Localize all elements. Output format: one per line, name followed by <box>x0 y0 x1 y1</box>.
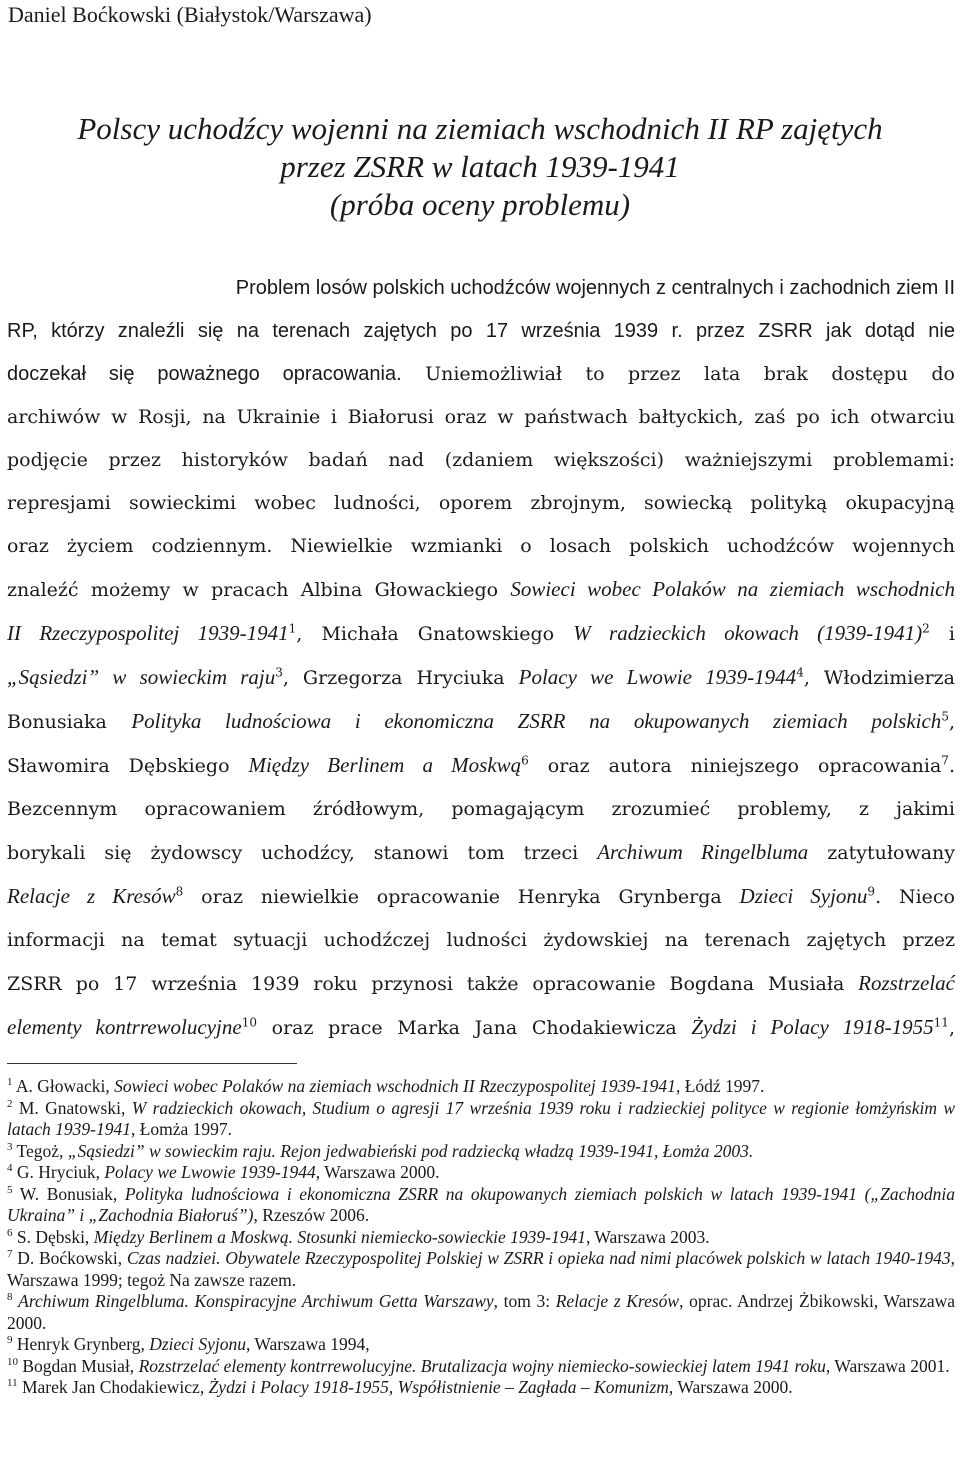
footnote-title: Polityka ludnościowa i ekonomiczna ZSRR na okupowanych ziemiach polskich w latach 1939-1941 („Zachodnia Ukraina” i „Zachodnia Białoruś”) <box>7 1183 955 1225</box>
body-line <box>7 962 955 1006</box>
body-fragment: Sławomira Dębskiego <box>7 755 249 777</box>
body-fragment: , Michała Gnatowskiego <box>296 623 574 645</box>
body-line: informacji na temat sytuacji uchodźczej ludności żydowskiej na terenach zajętych przez <box>7 929 955 951</box>
body-fragment: Bonusiaka <box>7 711 132 733</box>
body-fragment: i <box>929 623 956 645</box>
footnote-text: Marek Jan Chodakiewicz, <box>17 1377 209 1397</box>
body-line <box>7 1006 955 1050</box>
book-title: Sowieci wobec Polaków na ziemiach wschodnich <box>510 577 955 601</box>
footnote-ref: 8 <box>175 884 184 899</box>
article-title <box>0 110 960 224</box>
body-text <box>7 267 955 1050</box>
footnote-title: Archiwum Ringelbluma. Konspiracyjne Archiwum Getta Warszawy <box>18 1291 494 1311</box>
footnote-title: Rozstrzelać elementy kontrrewolucyjne. Brutalizacja wojny niemiecko-sowieckiej latem 1941 roku <box>138 1355 826 1376</box>
footnote-title: Między Berlinem a Moskwą. Stosunki niemiecko-sowieckie 1939-1941 <box>93 1226 586 1247</box>
footnote-text: , Warszawa 1994, <box>245 1334 370 1354</box>
body-fragment: . <box>948 755 955 777</box>
footnote-text: , Łódź 1997. <box>675 1076 765 1096</box>
footnote-ref: 10 <box>241 1015 257 1030</box>
book-title: Dzieci Syjonu <box>739 884 868 908</box>
footnote-title: W radzieckich okowach, Studium o agresji 17 września 1939 roku i radzieckiej polityce w regionie łomżyńskim w latach 1939-1941 <box>7 1097 955 1139</box>
footnote-title: Sowieci wobec Polaków na ziemiach wschodnich II Rzeczypospolitej 1939-1941 <box>114 1076 676 1096</box>
footnote-4 <box>7 1162 955 1184</box>
footnote-number: 5 <box>7 1183 13 1196</box>
book-title: W radzieckich okowach (1939-1941) <box>573 621 923 645</box>
footnote-text: , oprac. Andrzej Żbikowski, Warszawa 2000. <box>7 1291 956 1333</box>
body-fragment: borykali się żydowscy uchodźcy, stanowi tom trzeci <box>7 842 598 864</box>
book-title: Relacje z Kresów <box>7 884 176 908</box>
footnote-text: A. Głowacki, <box>12 1076 115 1096</box>
title-line-3: (próba oceny problemu) <box>329 187 631 222</box>
body-fragment: oraz autora niniejszego opracowania <box>528 755 942 777</box>
body-fragment: Uniemożliwiał to przez lata brak dostępu do <box>401 363 955 385</box>
footnote-8 <box>7 1291 955 1334</box>
footnote-text: , Warszawa 2000. <box>315 1162 440 1182</box>
body-line: Bezcennym opracowaniem źródłowym, pomagającym zrozumieć problemy, z jakimi <box>7 798 955 820</box>
footnote-ref: 5 <box>941 709 949 724</box>
body-line: represjami sowieckimi wobec ludności, oporem zbrojnym, sowiecką polityką okupacyjną <box>7 492 955 514</box>
footnote-text: Bogdan Musiał, <box>18 1355 139 1376</box>
book-title: Żydzi i Polacy 1918-1955 <box>691 1015 934 1039</box>
footnote-number: 2 <box>7 1097 13 1110</box>
footnote-ref: 7 <box>941 753 949 768</box>
body-fragment: , <box>948 711 955 733</box>
body-fragment: zatytułowany <box>808 842 956 864</box>
book-title: Polacy we Lwowie 1939-1944 <box>518 665 797 689</box>
body-fragment: , <box>948 1017 955 1039</box>
footnote-number: 1 <box>7 1076 13 1089</box>
footnote-3 <box>7 1141 955 1163</box>
body-line <box>7 875 955 919</box>
footnote-ref: 1 <box>288 621 297 636</box>
footnote-ref: 4 <box>796 665 804 680</box>
footnote-number: 9 <box>7 1334 13 1347</box>
footnote-text: , Rzeszów 2006. <box>253 1205 370 1225</box>
footnote-text: , Warszawa 2001. <box>825 1355 950 1376</box>
footnote-9 <box>7 1334 955 1356</box>
footnote-title: Relacje z Kresów <box>555 1291 680 1311</box>
book-title: Archiwum Ringelbluma <box>597 840 809 864</box>
body-fragment: znaleźć możemy w pracach Albina Głowackiego <box>7 579 511 601</box>
footnote-5 <box>7 1184 955 1227</box>
body-line: archiwów w Rosji, na Ukrainie i Białorusi oraz w państwach bałtyckich, zaś po ich otwarciu <box>7 406 955 428</box>
footnote-text: Henryk Grynberg, <box>12 1334 150 1354</box>
body-fragment: oraz prace Marka Jana Chodakiewicza <box>256 1017 692 1039</box>
title-line-2: przez ZSRR w latach 1939-1941 <box>280 149 680 184</box>
footnote-text: , Warszawa 1999; tegoż Na zawsze razem. <box>7 1248 955 1290</box>
author-affiliation: Daniel Boćkowski (Białystok/Warszawa) <box>8 2 372 27</box>
footnote-title: Czas nadziei. Obywatele Rzeczypospolitej Polskiej w ZSRR i opieka nad nimi placówek polskich w latach 1940-1943 <box>126 1248 951 1268</box>
footnote-title: Polacy we Lwowie 1939-1944 <box>104 1162 316 1182</box>
footnote-number: 3 <box>7 1140 13 1153</box>
book-title: „Sąsiedzi” w sowieckim raju <box>7 665 276 689</box>
body-line <box>7 612 955 656</box>
footnote-text: , Łomża 1997. <box>130 1119 233 1139</box>
body-line <box>7 831 955 875</box>
body-line <box>7 568 955 612</box>
footnote-number: 10 <box>7 1355 18 1368</box>
body-line: oraz życiem codziennym. Niewielkie wzmianki o losach polskich uchodźców wojennych <box>7 535 955 557</box>
footnote-ref: 3 <box>275 665 283 680</box>
body-line <box>7 744 955 788</box>
body-line: podjęcie przez historyków badań nad (zdaniem większości) ważniejszymi problemami: <box>7 449 955 471</box>
book-title: II Rzeczypospolitej 1939-1941 <box>7 621 289 645</box>
body-fragment: , Grzegorza Hryciuka <box>282 667 519 689</box>
footnote-text: S. Dębski, <box>12 1226 94 1247</box>
footnote-text: , Warszawa 2003. <box>586 1226 710 1247</box>
footnote-11 <box>7 1377 955 1399</box>
body-line <box>7 656 955 700</box>
footnote-1 <box>7 1076 955 1098</box>
footnote-text: M. Gnatowski, <box>12 1097 132 1118</box>
footnote-number: 8 <box>7 1291 13 1304</box>
footnote-text: W. Bonusiak, <box>12 1183 125 1204</box>
book-title: Polityka ludnościowa i ekonomiczna ZSRR na okupowanych ziemiach polskich <box>131 709 942 733</box>
footnote-text: D. Boćkowski, <box>12 1248 127 1268</box>
body-fragment: oraz niewielkie opracowanie Henryka Grynberga <box>183 886 740 908</box>
footnote-number: 7 <box>7 1248 13 1261</box>
footnote-10 <box>7 1356 955 1378</box>
book-title: Rozstrzelać <box>858 971 955 995</box>
footnote-2 <box>7 1098 955 1141</box>
footnote-text: , Warszawa 2000. <box>668 1377 793 1397</box>
body-line <box>7 700 955 744</box>
footnotes <box>7 1076 955 1399</box>
footnote-number: 11 <box>7 1377 18 1390</box>
body-line: Problem losów polskich uchodźców wojennych z centralnych i zachodnich ziem II <box>235 277 955 299</box>
body-fragment: , Włodzimierza <box>803 667 955 689</box>
footnote-number: 4 <box>7 1162 13 1175</box>
body-fragment: . Nieco <box>875 886 955 908</box>
book-title: elementy kontrrewolucyjne <box>7 1015 242 1039</box>
footnote-number: 6 <box>7 1226 13 1239</box>
title-line-1: Polscy uchodźcy wojenni na ziemiach wschodnich II RP zajętych <box>77 111 883 146</box>
body-fragment: doczekał się poważnego opracowania. <box>7 363 402 385</box>
body-line <box>7 353 955 396</box>
footnote-title: „Sąsiedzi” w sowieckim raju. Rejon jedwabieński pod radziecką władzą 1939-1941, Łomża 2003. <box>67 1140 754 1161</box>
footnote-title: Dzieci Syjonu <box>149 1334 246 1354</box>
footnote-ref: 11 <box>933 1015 949 1030</box>
footnote-title: Żydzi i Polacy 1918-1955, Współistnienie – Zagłada – Komunizm <box>208 1377 669 1397</box>
footnote-6 <box>7 1227 955 1249</box>
footnote-text: G. Hryciuk, <box>12 1162 105 1182</box>
book-title: Między Berlinem a Moskwą <box>248 753 522 777</box>
footnote-separator <box>7 1063 297 1064</box>
footnote-ref: 2 <box>922 621 930 636</box>
footnote-text: , tom 3: <box>493 1291 556 1311</box>
body-fragment: ZSRR po 17 września 1939 roku przynosi także opracowanie Bogdana Musiała <box>7 973 859 995</box>
body-line: RP, którzy znaleźli się na terenach zajętych po 17 września 1939 r. przez ZSRR jak dotąd nie <box>7 320 955 342</box>
footnote-ref: 6 <box>521 753 529 768</box>
footnote-7 <box>7 1248 955 1291</box>
footnote-text: Tegoż, <box>12 1140 68 1161</box>
footnote-ref: 9 <box>867 884 876 899</box>
